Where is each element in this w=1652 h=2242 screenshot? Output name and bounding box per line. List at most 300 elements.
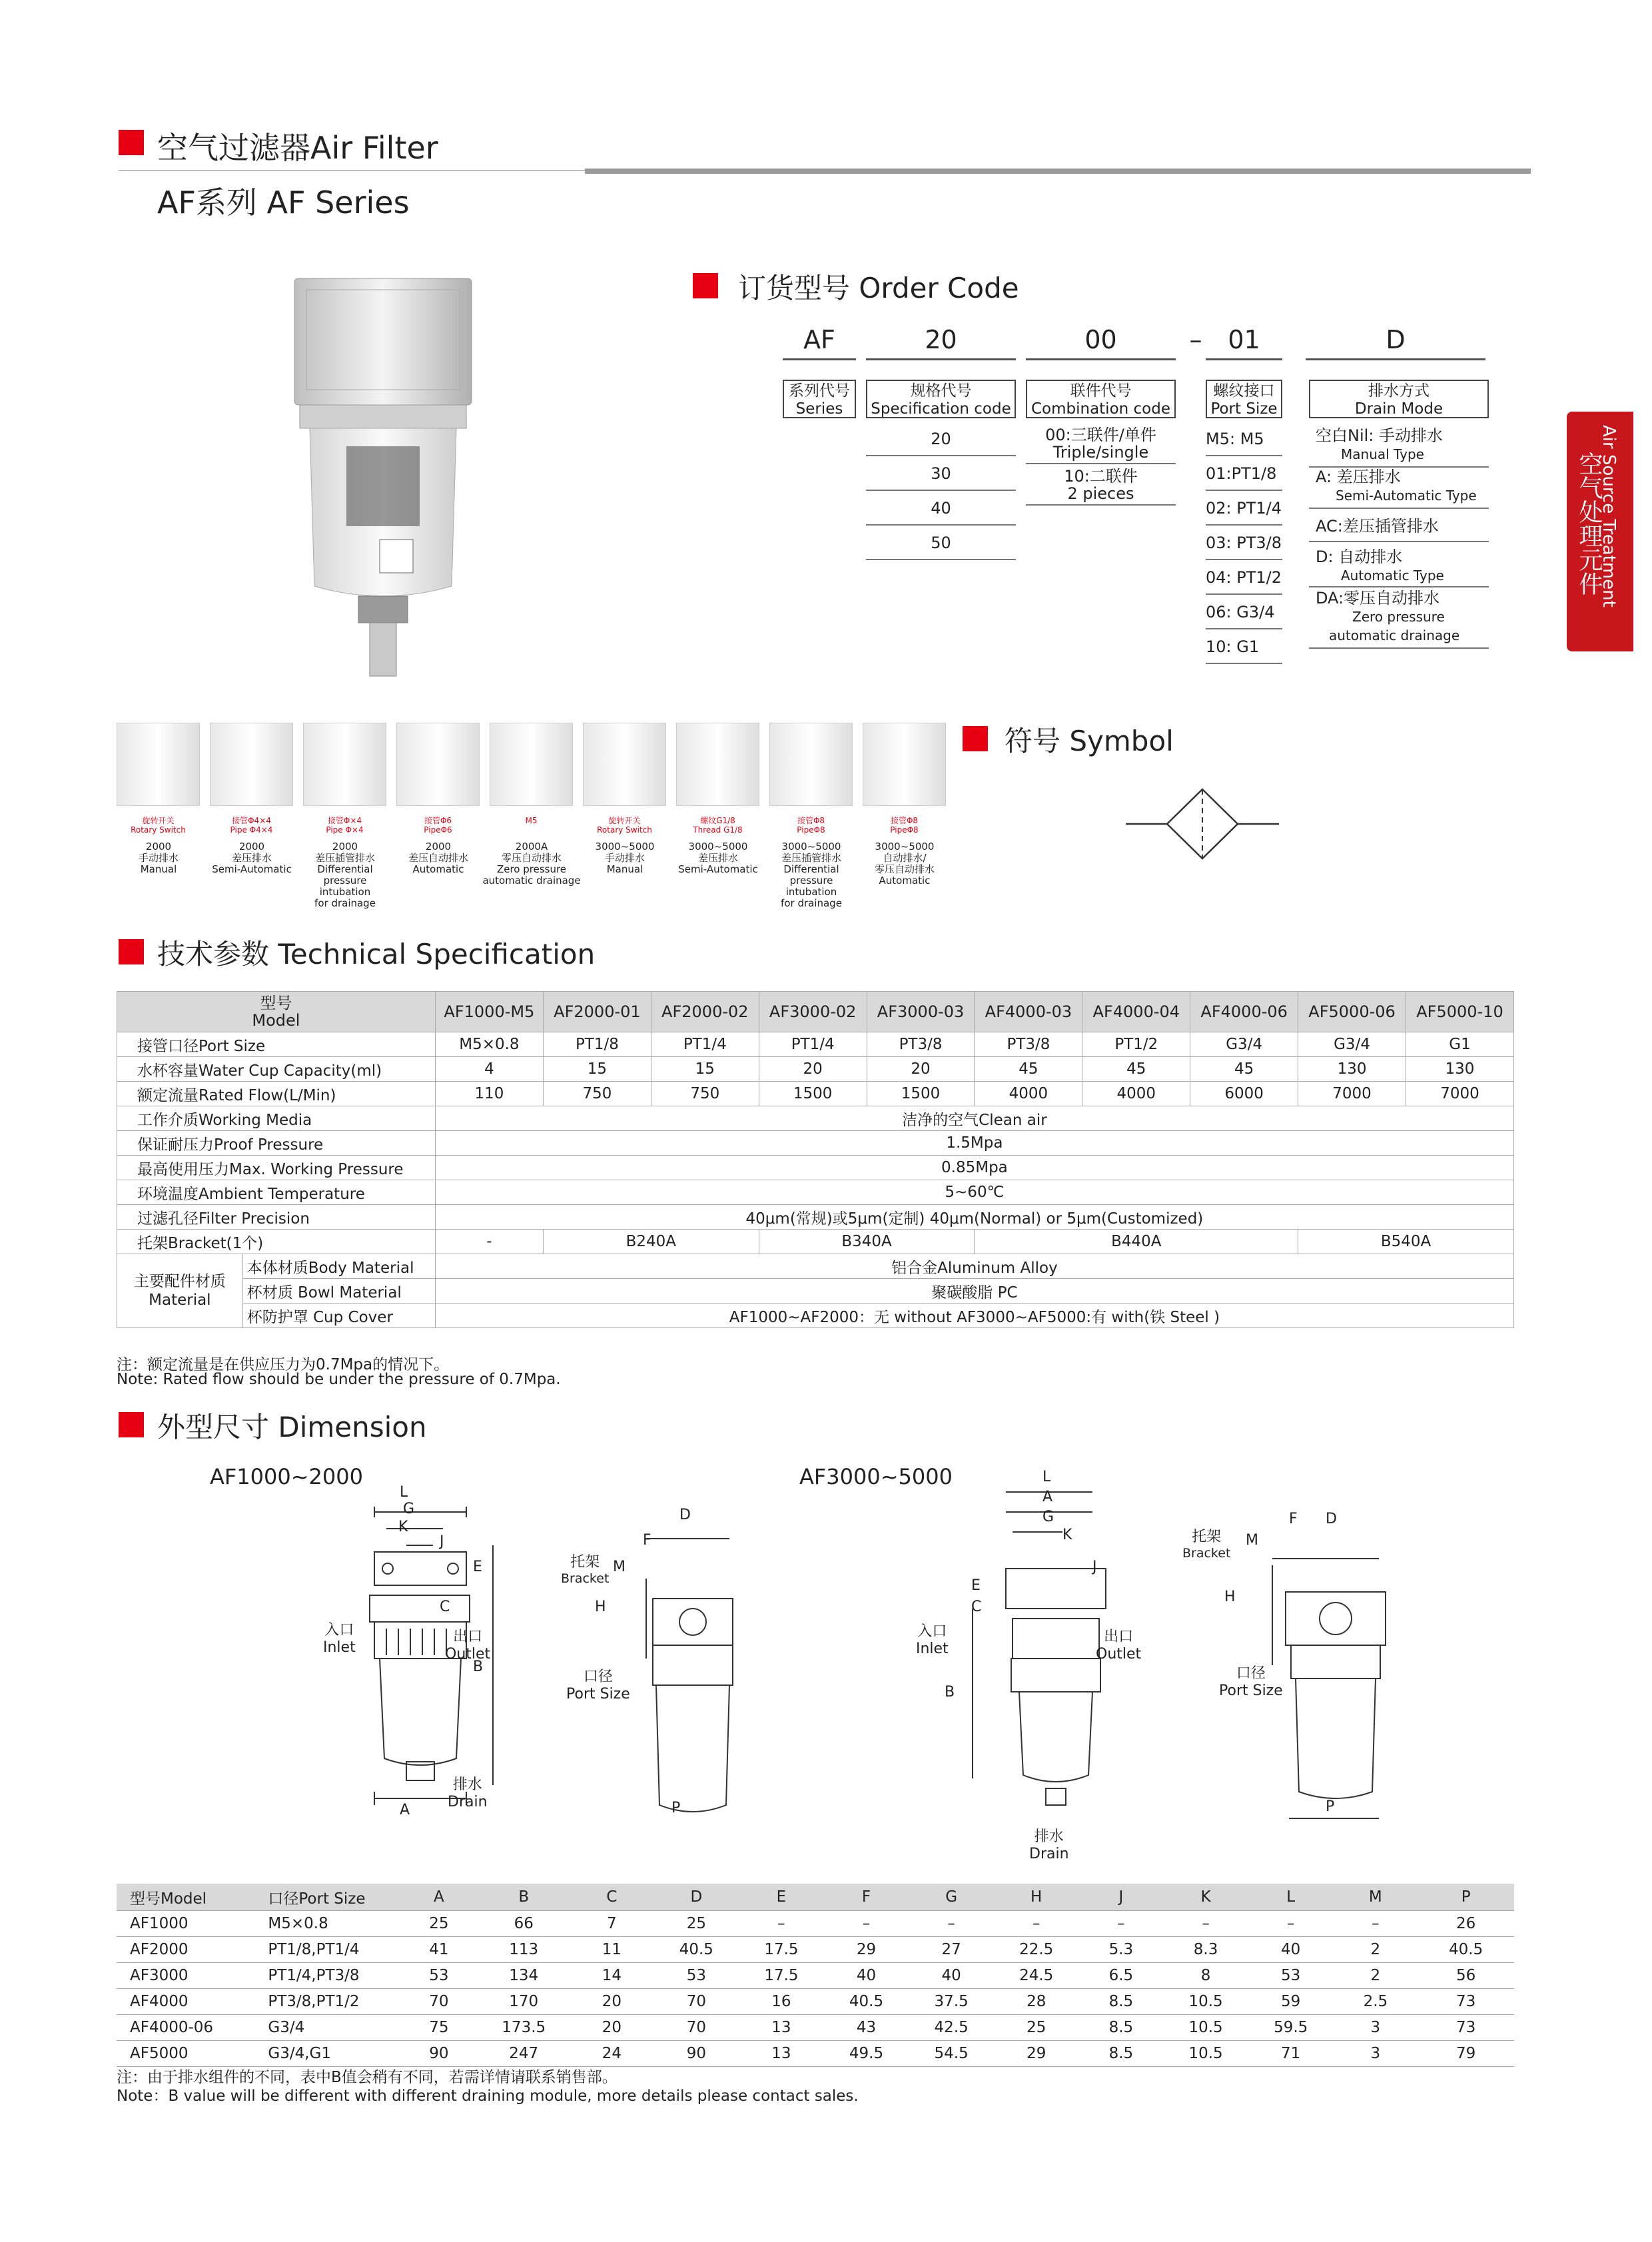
dim-label: M xyxy=(1246,1532,1258,1549)
cell: 8.3 xyxy=(1163,1937,1248,1963)
tech-note-cn: 注：额定流量是在供应压力为0.7Mpa的情况下。 xyxy=(117,1356,450,1373)
side-tab xyxy=(1567,412,1633,651)
box-cn: 螺纹接口 xyxy=(1213,382,1275,400)
model-col: AF2000-02 xyxy=(651,992,759,1032)
cell: 13 xyxy=(739,2015,824,2041)
row-label: 水杯容量Water Cup Capacity(ml) xyxy=(117,1057,436,1082)
dimension-col-header: G xyxy=(909,1884,994,1911)
cell: 750 xyxy=(543,1082,651,1106)
cell: 90 xyxy=(400,2041,478,2067)
port-cn: 口径 xyxy=(583,1669,613,1685)
cell: 56 xyxy=(1418,1963,1514,1989)
model-col: AF4000-06 xyxy=(1190,992,1298,1032)
cell: 3 xyxy=(1333,2015,1418,2041)
table-row xyxy=(117,1205,1514,1230)
cell: 10.5 xyxy=(1163,2015,1248,2041)
table-row xyxy=(117,2015,1514,2041)
cell: 79 xyxy=(1418,2041,1514,2067)
box-en: Combination code xyxy=(1031,400,1171,418)
row-label: 杯材质 Bowl Material xyxy=(242,1279,435,1304)
cell: 7000 xyxy=(1298,1082,1406,1106)
cell: 24 xyxy=(570,2041,653,2067)
row-label: 保证耐压力Proof Pressure xyxy=(117,1131,436,1156)
table-row xyxy=(117,1230,1514,1254)
code-underline xyxy=(866,358,1016,360)
thumbnail-image xyxy=(117,723,200,806)
side-tab-cn: 空气处理元件 xyxy=(1575,452,1603,595)
code-underline xyxy=(1306,358,1485,360)
cell: – xyxy=(1333,1911,1418,1937)
thumbnail-image xyxy=(396,723,480,806)
model-col: AF5000-10 xyxy=(1406,992,1513,1032)
cell: 70 xyxy=(654,1989,739,2015)
dimension-col-header: F xyxy=(824,1884,909,1911)
cell: 3 xyxy=(1333,2041,1418,2067)
cell: 16 xyxy=(739,1989,824,2015)
cell: PT1/4 xyxy=(759,1032,867,1057)
cell: 40.5 xyxy=(654,1937,739,1963)
dim-label: G xyxy=(403,1501,415,1517)
cell: M5×0.8 xyxy=(254,1911,400,1937)
cell: B240A xyxy=(543,1230,759,1254)
inlet-label-left xyxy=(323,1619,356,1656)
dimension-col-header: 口径Port Size xyxy=(254,1884,400,1911)
separator xyxy=(1026,504,1176,506)
material-en: Material xyxy=(149,1292,211,1309)
cell: AF4000 xyxy=(117,1989,254,2015)
model-header-cn: 型号 xyxy=(260,994,292,1012)
separator xyxy=(1309,508,1489,509)
dimension-col-header: H xyxy=(994,1884,1079,1911)
code-dash: – xyxy=(1189,325,1202,354)
dimension-note-cn: 注：由于排水组件的不同，表中B值会稍有不同，若需详情请联系销售部。 xyxy=(117,2069,618,2086)
model-col: AF3000-02 xyxy=(759,992,867,1032)
table-row xyxy=(117,1989,1514,2015)
cell: 1500 xyxy=(759,1082,867,1106)
cell: 聚碳酸脂 PC xyxy=(435,1279,1513,1304)
cell: 10.5 xyxy=(1163,1989,1248,2015)
dimension-col-header: A xyxy=(400,1884,478,1911)
drain-en: Drain xyxy=(448,1794,488,1810)
thumbnail-caption: 2000 差压排水 Semi-Automatic xyxy=(212,841,292,875)
cell: 25 xyxy=(994,2015,1079,2041)
port-cn: 口径 xyxy=(1236,1665,1266,1682)
drain-cn: 排水 xyxy=(452,1776,482,1793)
drawing-af1000-side xyxy=(613,1512,746,1825)
cell: 173.5 xyxy=(478,2015,570,2041)
model-col: AF5000-06 xyxy=(1298,992,1406,1032)
table-row xyxy=(117,1254,1514,1279)
tech-note-en: Note: Rated flow should be under the pressure of 0.7Mpa. xyxy=(117,1371,561,1388)
tech-spec-table xyxy=(117,991,1514,1328)
outlet-cn: 出口 xyxy=(1104,1629,1134,1645)
model-col: AF3000-03 xyxy=(867,992,975,1032)
separator xyxy=(1026,463,1176,464)
bracket-label-right xyxy=(1182,1525,1230,1561)
row-label: 本体材质Body Material xyxy=(242,1254,435,1279)
drain-en: Zero pressure xyxy=(1352,609,1445,625)
dim-label: F xyxy=(1289,1511,1298,1527)
thumbnail-image xyxy=(676,723,759,806)
cell: 25 xyxy=(654,1911,739,1937)
cell: 22.5 xyxy=(994,1937,1079,1963)
dimension-col-header: M xyxy=(1333,1884,1418,1911)
cell: 7000 xyxy=(1406,1082,1513,1106)
bracket-en: Bracket xyxy=(561,1571,610,1586)
cell: 43 xyxy=(824,2015,909,2041)
thumbnail-tag: 螺纹G1/8 Thread G1/8 xyxy=(693,816,743,835)
dimension-table-header xyxy=(117,1884,1514,1911)
model-col: AF1000-M5 xyxy=(435,992,543,1032)
cell: 45 xyxy=(975,1057,1082,1082)
port-size-item: 10: G1 xyxy=(1206,637,1260,656)
separator xyxy=(1206,455,1282,456)
cell: 铝合金Aluminum Alloy xyxy=(435,1254,1513,1279)
cell: 70 xyxy=(654,2015,739,2041)
code-combination: 00 xyxy=(1084,325,1117,354)
dim-label: H xyxy=(1224,1589,1236,1605)
cell: 0.85Mpa xyxy=(435,1156,1513,1180)
box-cn: 规格代号 xyxy=(910,382,972,400)
model-col: AF4000-03 xyxy=(975,992,1082,1032)
dim-label: A xyxy=(400,1802,410,1818)
separator xyxy=(1309,541,1489,542)
thumbnail-tag: 接管Φ6 PipeΦ6 xyxy=(424,816,452,835)
cell: 24.5 xyxy=(994,1963,1079,1989)
cell: 29 xyxy=(824,1937,909,1963)
separator xyxy=(866,490,1016,491)
separator xyxy=(1206,593,1282,595)
thumbnail-caption: 3000~5000 自动排水/ 零压自动排水 Automatic xyxy=(874,841,935,887)
cell: 20 xyxy=(867,1057,975,1082)
cell: 59 xyxy=(1248,1989,1334,2015)
material-cn: 主要配件材质 xyxy=(133,1273,226,1290)
model-header xyxy=(117,992,436,1032)
drain-mode-item xyxy=(1316,468,1477,505)
cell: 1.5Mpa xyxy=(435,1131,1513,1156)
dim-label: F xyxy=(643,1532,651,1549)
cell: 27 xyxy=(909,1937,994,1963)
row-label: 杯防护罩 Cup Cover xyxy=(242,1304,435,1328)
code-drain: D xyxy=(1386,325,1406,354)
drain-cn: A: 差压排水 xyxy=(1316,468,1401,486)
dimension-right-label: AF3000~5000 xyxy=(799,1464,953,1489)
inlet-en: Inlet xyxy=(323,1639,356,1656)
dim-label: B xyxy=(473,1659,484,1675)
cell: 71 xyxy=(1248,2041,1334,2067)
code-underline xyxy=(783,358,856,360)
dimension-col-header: 型号Model xyxy=(117,1884,254,1911)
thumbnail-caption: 2000 差压插管排水 Differential pressure intubation for drainage xyxy=(314,841,376,909)
thumbnail-tag: 旋转开关 Rotary Switch xyxy=(597,816,652,835)
separator xyxy=(1206,663,1282,664)
code-underline xyxy=(1026,358,1176,360)
bracket-en: Bracket xyxy=(1182,1546,1231,1561)
order-code-title: 订货型号 Order Code xyxy=(738,272,1019,304)
cell: - xyxy=(435,1230,543,1254)
symbol-title: 符号 Symbol xyxy=(1005,725,1174,757)
cell: AF1000 xyxy=(117,1911,254,1937)
box-series xyxy=(783,380,856,418)
port-size-item: 06: G3/4 xyxy=(1206,603,1275,621)
box-port xyxy=(1206,380,1282,418)
row-label: 接管口径Port Size xyxy=(117,1032,436,1057)
table-row xyxy=(117,1304,1514,1328)
cell: 5.3 xyxy=(1079,1937,1164,1963)
dim-label: J xyxy=(440,1533,444,1550)
cell: 247 xyxy=(478,2041,570,2067)
cell: PT3/8 xyxy=(975,1032,1082,1057)
drain-cn: 空白Nil: 手动排水 xyxy=(1316,426,1444,445)
cell: 73 xyxy=(1418,2015,1514,2041)
cell: PT3/8,PT1/2 xyxy=(254,1989,400,2015)
box-en: Series xyxy=(795,400,843,418)
cell: PT1/2 xyxy=(1082,1032,1190,1057)
spec-value: 30 xyxy=(931,464,951,483)
page-title: 空气过滤器Air Filter xyxy=(157,130,438,166)
drain-mode-item xyxy=(1316,548,1444,585)
cell: B340A xyxy=(759,1230,975,1254)
inlet-cn: 入口 xyxy=(324,1622,354,1639)
thumbnail-caption: 2000 差压自动排水 Automatic xyxy=(408,841,468,875)
cell: G3/4 xyxy=(254,2015,400,2041)
dimension-col-header: D xyxy=(654,1884,739,1911)
port-size-item: 01:PT1/8 xyxy=(1206,464,1277,483)
separator xyxy=(1206,559,1282,560)
dim-label: P xyxy=(1326,1798,1335,1815)
cell: 37.5 xyxy=(909,1989,994,2015)
port-size-item: M5: M5 xyxy=(1206,430,1264,448)
drain-en: Manual Type xyxy=(1341,446,1424,462)
bracket-label-left xyxy=(561,1551,609,1586)
cell: 11 xyxy=(570,1937,653,1963)
cell: AF3000 xyxy=(117,1963,254,1989)
cell: 53 xyxy=(1248,1963,1334,1989)
table-row xyxy=(117,1279,1514,1304)
separator xyxy=(866,455,1016,456)
cell: G3/4,G1 xyxy=(254,2041,400,2067)
cell: G3/4 xyxy=(1298,1032,1406,1057)
table-row xyxy=(117,1131,1514,1156)
drain-cn: D: 自动排水 xyxy=(1316,548,1403,566)
dimension-table xyxy=(117,1884,1514,2067)
separator xyxy=(1309,647,1489,649)
dimension-title: 外型尺寸 Dimension xyxy=(157,1411,427,1443)
side-tab-en: Air Source Treatment xyxy=(1599,425,1619,607)
row-label: 工作介质Working Media xyxy=(117,1106,436,1131)
model-header-en: Model xyxy=(252,1011,300,1030)
thumbnail-caption: 2000A 零压自动排水 Zero pressure automatic drainage xyxy=(482,841,581,887)
thumbnail-image xyxy=(210,723,293,806)
cell: 750 xyxy=(651,1082,759,1106)
model-col: AF2000-01 xyxy=(543,992,651,1032)
table-row xyxy=(117,1911,1514,1937)
thumbnail-tag: 接管Φ8 PipeΦ8 xyxy=(797,816,825,835)
cell: 130 xyxy=(1406,1057,1513,1082)
cell: B440A xyxy=(975,1230,1298,1254)
drain-label-left xyxy=(448,1773,488,1810)
row-label: 过滤孔径Filter Precision xyxy=(117,1205,436,1230)
combination-cn: 10:二联件 xyxy=(1064,467,1138,486)
cell: M5×0.8 xyxy=(435,1032,543,1057)
cell: 20 xyxy=(570,1989,653,2015)
cell: 130 xyxy=(1298,1057,1406,1082)
cell: 洁净的空气Clean air xyxy=(435,1106,1513,1131)
port-size-item: 02: PT1/4 xyxy=(1206,499,1282,518)
row-label: 额定流量Rated Flow(L/Min) xyxy=(117,1082,436,1106)
table-row xyxy=(117,2041,1514,2067)
cell: 2.5 xyxy=(1333,1989,1418,2015)
cell: 8.5 xyxy=(1079,1989,1164,2015)
inlet-label-right xyxy=(916,1620,949,1657)
thumbnail-caption: 3000~5000 差压插管排水 Differential pressure intubation for drainage xyxy=(781,841,842,909)
cell: 40.5 xyxy=(824,1989,909,2015)
box-spec xyxy=(866,380,1016,418)
port-size-item: 03: PT3/8 xyxy=(1206,534,1282,552)
drain-cn: DA:零压自动排水 xyxy=(1316,589,1440,607)
outlet-cn: 出口 xyxy=(453,1629,483,1645)
thumbnail-tag: 旋转开关 Rotary Switch xyxy=(131,816,186,835)
cell: – xyxy=(909,1911,994,1937)
section-marker xyxy=(119,939,144,964)
separator xyxy=(1309,586,1489,587)
table-row xyxy=(117,1082,1514,1106)
box-cn: 联件代号 xyxy=(1070,382,1132,400)
cell: AF5000 xyxy=(117,2041,254,2067)
cell: 40μm(常规)或5μm(定制) 40μm(Normal) or 5μm(Customized) xyxy=(435,1205,1513,1230)
cell: – xyxy=(1079,1911,1164,1937)
dimension-col-header: K xyxy=(1163,1884,1248,1911)
dimension-left-label: AF1000~2000 xyxy=(210,1464,363,1489)
cell: – xyxy=(994,1911,1079,1937)
dimension-col-header: J xyxy=(1079,1884,1164,1911)
outlet-label-left xyxy=(445,1625,490,1663)
dimension-col-header: P xyxy=(1418,1884,1514,1911)
dimension-col-header: C xyxy=(570,1884,653,1911)
thumbnail-image xyxy=(303,723,386,806)
cell: 49.5 xyxy=(824,2041,909,2067)
filter-symbol xyxy=(1126,776,1279,876)
cell: 70 xyxy=(400,1989,478,2015)
box-cn: 系列代号 xyxy=(789,382,850,400)
title-rule-thick xyxy=(585,169,1531,174)
cell: 40 xyxy=(909,1963,994,1989)
cell: 40 xyxy=(1248,1937,1334,1963)
material-label xyxy=(117,1254,243,1328)
code-spec: 20 xyxy=(925,325,957,354)
dim-label: L xyxy=(1042,1469,1051,1485)
cell: B540A xyxy=(1298,1230,1514,1254)
dim-label: G xyxy=(1042,1509,1054,1525)
thumbnail-tag: M5 xyxy=(525,816,538,825)
tech-title: 技术参数 Technical Specification xyxy=(157,938,596,970)
table-row xyxy=(117,1156,1514,1180)
thumbnail-tag: 接管Φ8 PipeΦ8 xyxy=(890,816,919,835)
spec-value: 50 xyxy=(931,534,951,552)
cell: 26 xyxy=(1418,1911,1514,1937)
cell: 15 xyxy=(651,1057,759,1082)
row-label: 托架Bracket(1个) xyxy=(117,1230,436,1254)
thumbnail-image xyxy=(583,723,666,806)
port-size-item: 04: PT1/2 xyxy=(1206,568,1282,587)
cell: 4 xyxy=(435,1057,543,1082)
cell: 4000 xyxy=(1082,1082,1190,1106)
row-label: 最高使用压力Max. Working Pressure xyxy=(117,1156,436,1180)
table-row xyxy=(117,1937,1514,1963)
outlet-label-right xyxy=(1096,1625,1141,1663)
dim-label: B xyxy=(945,1684,955,1700)
combination-item xyxy=(1026,468,1176,502)
cell: AF2000 xyxy=(117,1937,254,1963)
cell: G1 xyxy=(1406,1032,1513,1057)
thumbnail-caption: 3000~5000 差压排水 Semi-Automatic xyxy=(678,841,758,875)
model-col: AF4000-04 xyxy=(1082,992,1190,1032)
box-combination xyxy=(1026,380,1176,418)
cell: 29 xyxy=(994,2041,1079,2067)
separator xyxy=(1206,628,1282,629)
port-label-right xyxy=(1219,1662,1283,1699)
cell: 4000 xyxy=(975,1082,1082,1106)
dim-label: K xyxy=(1062,1527,1072,1543)
cell: PT3/8 xyxy=(867,1032,975,1057)
bracket-cn: 托架 xyxy=(1192,1529,1222,1545)
cell: 8.5 xyxy=(1079,2015,1164,2041)
cell: PT1/4 xyxy=(651,1032,759,1057)
cell: PT1/4,PT3/8 xyxy=(254,1963,400,1989)
separator xyxy=(866,559,1016,560)
cell: 6000 xyxy=(1190,1082,1298,1106)
dim-label: E xyxy=(473,1559,482,1575)
dim-label: M xyxy=(613,1559,625,1575)
cell: 53 xyxy=(400,1963,478,1989)
cell: 53 xyxy=(654,1963,739,1989)
thumbnail-caption: 3000~5000 手动排水 Manual xyxy=(595,841,655,875)
cell: 90 xyxy=(654,2041,739,2067)
cell: 54.5 xyxy=(909,2041,994,2067)
combination-item xyxy=(1026,426,1176,461)
drain-mode-item xyxy=(1316,426,1443,464)
dim-label: E xyxy=(971,1577,981,1594)
separator xyxy=(866,524,1016,526)
table-row xyxy=(117,1180,1514,1205)
page-subtitle: AF系列 AF Series xyxy=(157,185,410,220)
dimension-col-header: E xyxy=(739,1884,824,1911)
cell: PT1/8 xyxy=(543,1032,651,1057)
drain-cn: 排水 xyxy=(1034,1828,1064,1845)
port-en: Port Size xyxy=(1219,1682,1283,1699)
code-underline xyxy=(1206,358,1282,360)
box-en: Specification code xyxy=(871,400,1011,418)
box-en: Drain Mode xyxy=(1354,400,1444,418)
cell: 28 xyxy=(994,1989,1079,2015)
dim-label: D xyxy=(1326,1511,1337,1527)
thumbnail-tag: 接管Φ4×4 Pipe Φ4×4 xyxy=(230,816,273,835)
cell: 8.5 xyxy=(1079,2041,1164,2067)
bracket-cn: 托架 xyxy=(570,1554,600,1571)
inlet-en: Inlet xyxy=(916,1641,949,1657)
drain-en: Automatic Type xyxy=(1341,567,1444,583)
spec-value: 40 xyxy=(931,499,951,518)
cell: 25 xyxy=(400,1911,478,1937)
cell: G3/4 xyxy=(1190,1032,1298,1057)
drain-label-right xyxy=(1029,1825,1069,1862)
combination-en: Triple/single xyxy=(1052,443,1149,462)
cell: 45 xyxy=(1190,1057,1298,1082)
table-row xyxy=(117,1106,1514,1131)
cell: 75 xyxy=(400,2015,478,2041)
cell: 7 xyxy=(570,1911,653,1937)
cell: 20 xyxy=(759,1057,867,1082)
